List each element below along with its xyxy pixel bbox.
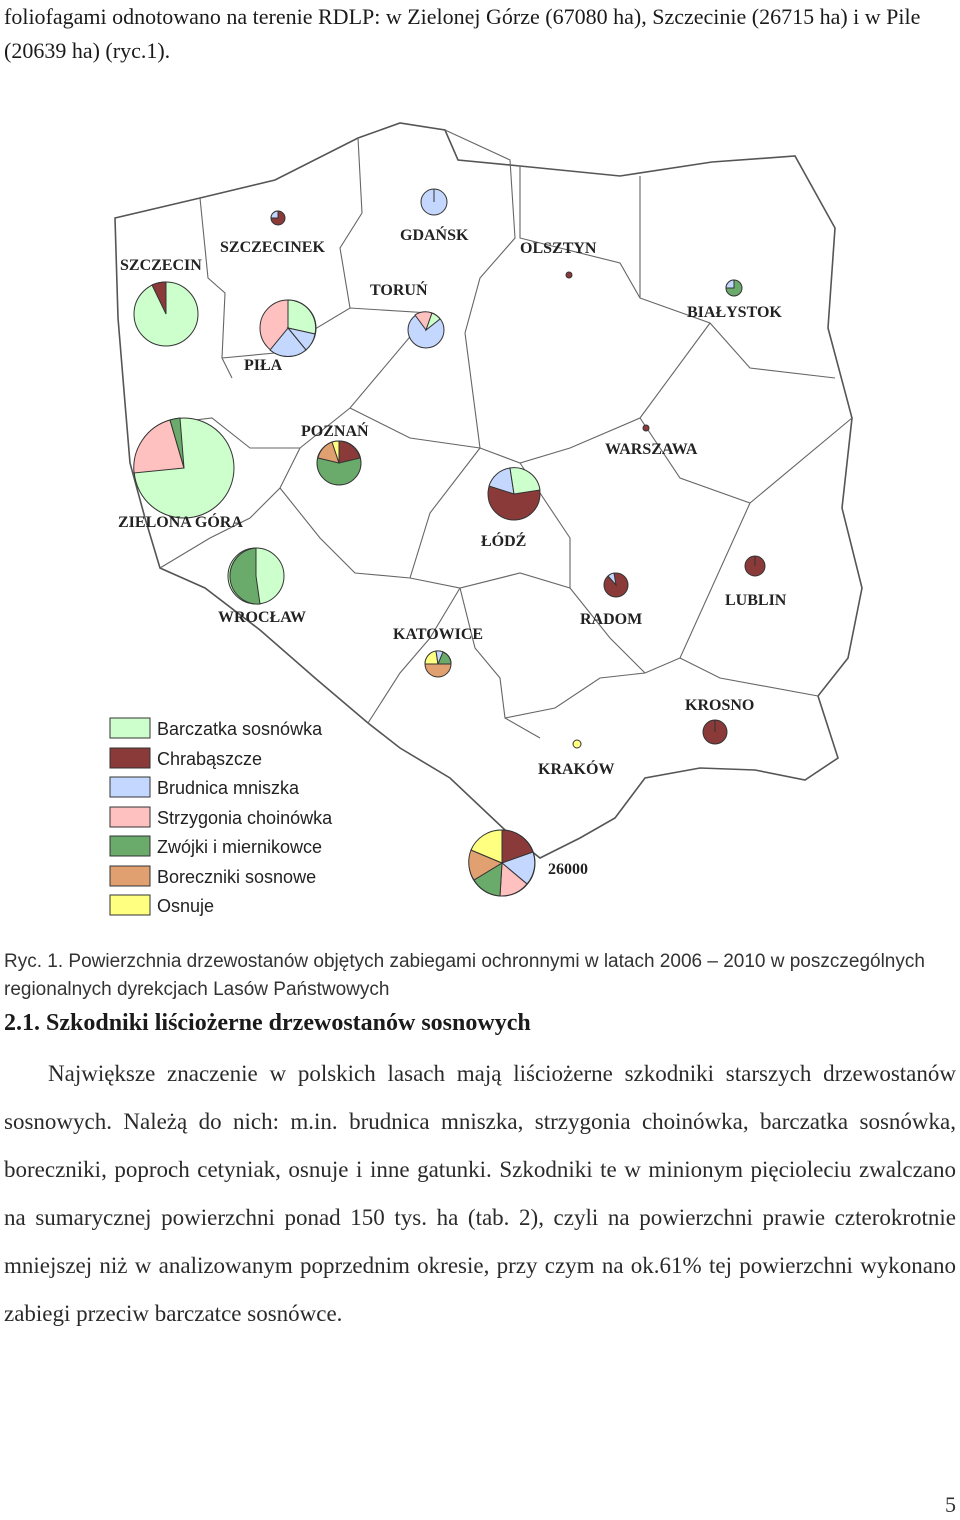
pie-bialystok: [726, 280, 742, 296]
scale-label: 26000: [548, 861, 588, 878]
pie-warszawa: [643, 425, 649, 431]
pie-szczecin: [134, 282, 198, 346]
legend-swatch-zwojki: [110, 836, 150, 856]
pie-olsztyn: [566, 272, 572, 278]
body-paragraph: Największe znaczenie w polskich lasach mają liściożerne szkodniki starszych drzewostanów sosnowych. Należą do nich: m.in. brudnica mniszka, strzygonia choinówka, barczatka sosnówka, boreczniki, poproch cetyniak, osnuje i inne gatunki. Szkodniki te w minionym pięcioleciu zwalczano na sumarycznej powierzchni ponad 150 tys. ha (tab. 2), czyli na powierzchni prawie czterokrotnie mniejszej niż w analizowanym poprzednim okresie, przy czym na ok.61% tej powierzchni wykonano zabiegi przeciw barczatce sosnówce.: [4, 1061, 956, 1326]
legend-label-barczatka: Barczatka sosnówka: [157, 719, 323, 739]
poland-rdlp-map: [100, 118, 880, 978]
pie-krakow: [573, 740, 581, 748]
region-label-szczecinek: SZCZECINEK: [220, 239, 325, 256]
pie-szczecinek: [271, 211, 285, 225]
map-svg: [100, 118, 880, 978]
legend-swatch-brudnica: [110, 777, 150, 797]
scale-pie: [469, 830, 535, 896]
legend-swatch-chrabaszcze: [110, 748, 150, 768]
region-label-torun: TORUŃ: [370, 282, 428, 299]
region-label-lodz: ŁÓDŹ: [481, 533, 527, 550]
pie-gdansk: [421, 189, 447, 215]
legend-label-chrabaszcze: Chrabąszcze: [157, 749, 263, 769]
pie-zielona-gora: [134, 418, 234, 518]
region-label-lublin: LUBLIN: [725, 592, 787, 609]
legend-swatch-osnuje: [110, 895, 150, 915]
legend-swatch-strzygonia: [110, 807, 150, 827]
legend-label-osnuje: Osnuje: [157, 896, 215, 916]
legend-swatch-boreczniki: [110, 866, 150, 886]
region-label-wroclaw: WROCŁAW: [218, 609, 307, 626]
region-label-gdansk: GDAŃSK: [400, 227, 469, 244]
pie-pila: [260, 300, 316, 357]
intro-paragraph: foliofagami odnotowano na terenie RDLP: w Zielonej Górze (67080 ha), Szczecinie (26715 ha) i w Pile (20639 ha) (ryc.1).: [4, 4, 921, 63]
pie-wroclaw: [228, 548, 284, 604]
pie-lodz: [488, 468, 540, 520]
figure-caption: Ryc. 1. Powierzchnia drzewostanów objętych zabiegami ochronnymi w latach 2006 – 2010 w poszczególnych regionalnych dyrekcjach Lasów Państwowych: [4, 951, 925, 1000]
region-label-bialystok: BIAŁYSTOK: [687, 304, 782, 321]
region-label-pila: PIŁA: [244, 357, 283, 374]
pie-katowice: [425, 651, 451, 677]
pie-poznan: [317, 441, 361, 485]
pie-radom: [604, 573, 628, 597]
region-label-krosno: KROSNO: [685, 697, 755, 714]
pie-krosno: [703, 720, 727, 744]
region-label-szczecin: SZCZECIN: [120, 257, 202, 274]
region-label-poznan: POZNAŃ: [301, 423, 369, 440]
region-label-zielona-gora: ZIELONA GÓRA: [118, 514, 243, 531]
legend-label-strzygonia: Strzygonia choinówka: [157, 808, 333, 828]
page-number: 5: [945, 1492, 956, 1517]
legend-label-zwojki: Zwójki i miernikowce: [157, 837, 323, 857]
pie-torun: [408, 312, 444, 348]
legend-label-brudnica: Brudnica mniszka: [157, 778, 300, 798]
pie-lublin: [745, 556, 765, 576]
legend-swatch-barczatka: [110, 718, 150, 738]
region-label-olsztyn: OLSZTYN: [520, 240, 597, 257]
region-label-katowice: KATOWICE: [393, 626, 484, 643]
legend: [110, 718, 333, 916]
region-label-krakow: KRAKÓW: [538, 761, 615, 778]
legend-label-boreczniki: Boreczniki sosnowe: [157, 867, 317, 887]
region-label-warszawa: WARSZAWA: [605, 441, 698, 458]
section-title: 2.1. Szkodniki liściożerne drzewostanów sosnowych: [4, 1010, 531, 1036]
region-label-radom: RADOM: [580, 611, 643, 628]
